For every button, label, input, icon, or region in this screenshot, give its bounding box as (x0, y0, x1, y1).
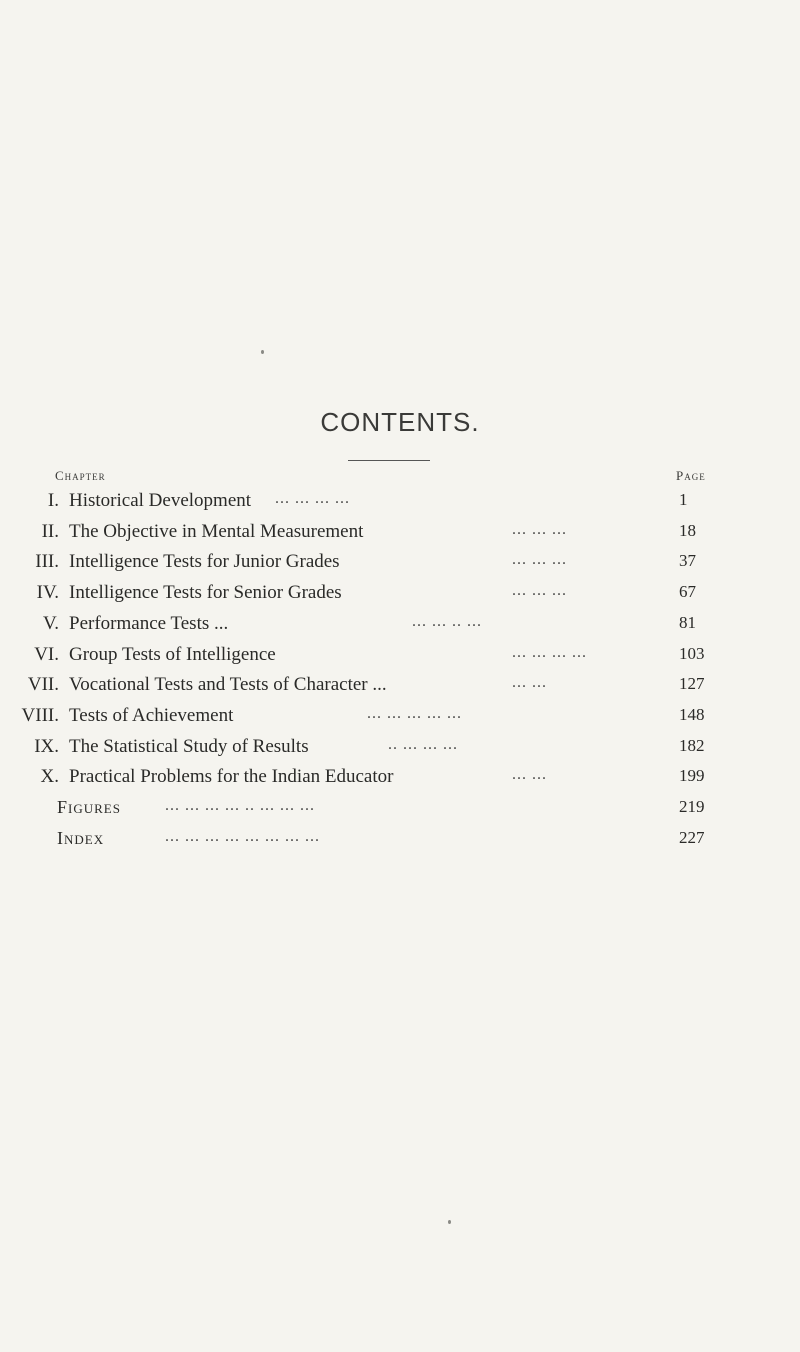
dot-leader: ... ... ... ... ... ... ... ... (165, 827, 320, 845)
toc-entry (0, 644, 800, 674)
entry-title: The Statistical Study of Results (69, 735, 309, 757)
dot-leader: ... ... ... (512, 520, 567, 538)
chapter-number: IX. (34, 735, 59, 757)
dot-leader: .. ... ... ... (388, 735, 458, 753)
page-number: 103 (679, 643, 705, 663)
entry-title: Intelligence Tests for Senior Grades (69, 582, 342, 604)
entry-title: Group Tests of Intelligence (69, 643, 276, 665)
dot-leader: ... ... (512, 674, 547, 692)
chapter-number: II. (41, 520, 59, 542)
chapter-number: V. (42, 612, 59, 634)
dot-leader: ... ... (512, 766, 547, 784)
page-number: 67 (679, 582, 696, 602)
toc-entry (0, 521, 800, 551)
chapter-number: IV. (36, 582, 59, 604)
toc-entry (0, 490, 800, 520)
scan-speck (448, 1220, 451, 1224)
dot-leader: ... ... ... ... (275, 490, 350, 507)
toc-entry (0, 705, 800, 735)
page-title: CONTENTS. (320, 407, 480, 438)
toc-entry (0, 582, 800, 612)
chapter-number: X. (40, 766, 59, 788)
entry-title: Historical Development (69, 490, 252, 511)
entry-title: Figures (57, 797, 121, 817)
chapter-number: VIII. (21, 704, 59, 726)
chapter-number: III. (35, 551, 59, 573)
scan-speck (261, 350, 264, 354)
entry-title: Performance Tests ... (69, 612, 229, 634)
page-number: 219 (679, 797, 705, 816)
entry-title: Intelligence Tests for Junior Grades (69, 551, 340, 573)
page-number: 81 (679, 612, 696, 632)
entry-title: Tests of Achievement (69, 704, 234, 726)
toc-entry (0, 613, 800, 643)
chapter-number: VI. (34, 643, 59, 665)
title-divider (348, 460, 430, 461)
page-number: 127 (679, 674, 705, 694)
entry-title: Practical Problems for the Indian Educator (69, 766, 394, 788)
entry-title: The Objective in Mental Measurement (69, 520, 364, 542)
toc-entry (0, 736, 800, 766)
page-number: 227 (679, 827, 705, 847)
dot-leader: ... ... .. ... (412, 612, 482, 630)
chapter-number: VII. (27, 674, 59, 696)
page-number: 148 (679, 704, 705, 724)
page-number: 18 (679, 520, 696, 540)
entry-title: Vocational Tests and Tests of Character ... (69, 674, 387, 696)
toc-entry (0, 797, 800, 827)
toc-entry (0, 766, 800, 796)
toc-entry (0, 551, 800, 581)
dot-leader: ... ... ... ... (512, 643, 587, 661)
page-number: 1 (679, 490, 688, 509)
page-column-header: Page (676, 468, 706, 483)
entry-title: Index (57, 827, 105, 848)
dot-leader: ... ... ... (512, 582, 567, 600)
page-number: 182 (679, 735, 705, 755)
toc-entry (0, 674, 800, 704)
chapter-column-header: Chapter (55, 468, 106, 483)
dot-leader: ... ... ... ... .. ... ... ... (165, 797, 315, 814)
page-number: 199 (679, 766, 705, 786)
chapter-number: I. (47, 490, 59, 511)
toc-entry (0, 828, 800, 858)
page-number: 37 (679, 551, 696, 571)
dot-leader: ... ... ... ... ... (367, 704, 462, 722)
dot-leader: ... ... ... (512, 551, 567, 569)
